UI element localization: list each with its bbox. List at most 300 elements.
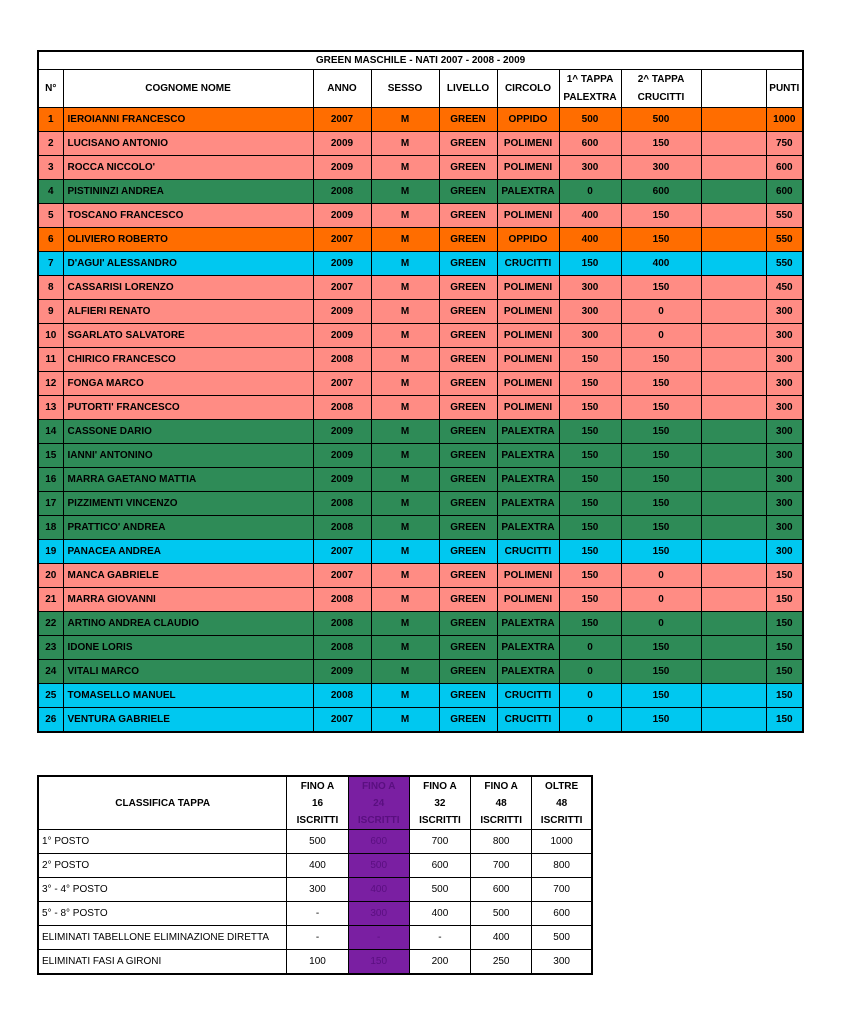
header-tappa2-line1: 2^ TAPPA [637,73,685,85]
cell-n: 25 [38,684,63,708]
cell-t1: 0 [559,636,621,660]
cell-livello: GREEN [439,300,497,324]
scoring-value: 500 [532,926,592,950]
cell-livello: GREEN [439,540,497,564]
cell-blank [701,396,766,420]
cell-name: CASSONE DARIO [63,420,313,444]
cell-anno: 2007 [313,228,371,252]
cell-name: ROCCA NICCOLO' [63,156,313,180]
cell-sesso: M [371,396,439,420]
cell-livello: GREEN [439,684,497,708]
cell-livello: GREEN [439,516,497,540]
cell-t2: 150 [621,348,701,372]
cell-circolo: PALEXTRA [497,660,559,684]
cell-t1: 300 [559,156,621,180]
cell-n: 4 [38,180,63,204]
cell-name: D'AGUI' ALESSANDRO [63,252,313,276]
cell-circolo: CRUCITTI [497,708,559,733]
cell-anno: 2008 [313,348,371,372]
cell-blank [701,228,766,252]
table-row [38,204,803,228]
cell-name: CHIRICO FRANCESCO [63,348,313,372]
cell-circolo: PALEXTRA [497,612,559,636]
cell-name: ARTINO ANDREA CLAUDIO [63,612,313,636]
cell-name: PUTORTI' FRANCESCO [63,396,313,420]
table-row [38,468,803,492]
cell-n: 9 [38,300,63,324]
scoring-row-label: ELIMINATI TABELLONE ELIMINAZIONE DIRETTA [38,926,287,950]
cell-blank [701,348,766,372]
cell-name: PIZZIMENTI VINCENZO [63,492,313,516]
cell-n: 5 [38,204,63,228]
cell-name: VITALI MARCO [63,660,313,684]
cell-t2: 150 [621,540,701,564]
cell-anno: 2009 [313,204,371,228]
cell-livello: GREEN [439,204,497,228]
cell-livello: GREEN [439,468,497,492]
scoring-col-header-line: 48 [495,797,507,809]
cell-sesso: M [371,660,439,684]
header-blank [701,70,766,108]
cell-t1: 150 [559,396,621,420]
cell-t2: 150 [621,636,701,660]
scoring-col-header-line: ISCRITTI [540,814,583,826]
cell-t2: 150 [621,492,701,516]
header-sesso: SESSO [371,70,439,108]
cell-t2: 0 [621,324,701,348]
cell-t2: 150 [621,420,701,444]
cell-punti: 150 [766,636,803,660]
cell-name: VENTURA GABRIELE [63,708,313,733]
cell-blank [701,516,766,540]
scoring-col-header [409,776,470,830]
cell-t1: 0 [559,180,621,204]
table-row [38,300,803,324]
cell-sesso: M [371,492,439,516]
table-row [38,636,803,660]
cell-punti: 300 [766,444,803,468]
header-tappa1-line1: 1^ TAPPA [566,73,614,85]
scoring-col-header-line: FINO A [423,780,457,792]
header-livello: LIVELLO [439,70,497,108]
cell-name: FONGA MARCO [63,372,313,396]
cell-anno: 2009 [313,324,371,348]
cell-t2: 150 [621,660,701,684]
cell-blank [701,324,766,348]
scoring-value: 600 [471,878,532,902]
scoring-header-row [38,776,592,830]
cell-anno: 2009 [313,132,371,156]
scoring-value: 800 [532,854,592,878]
cell-t2: 150 [621,132,701,156]
cell-circolo: POLIMENI [497,132,559,156]
cell-circolo: CRUCITTI [497,252,559,276]
cell-n: 16 [38,468,63,492]
scoring-value: 400 [287,854,348,878]
scoring-title: CLASSIFICA TAPPA [38,776,287,830]
cell-livello: GREEN [439,348,497,372]
cell-blank [701,204,766,228]
table-row [38,564,803,588]
scoring-value: 600 [409,854,470,878]
cell-name: CASSARISI LORENZO [63,276,313,300]
cell-punti: 1000 [766,108,803,132]
cell-anno: 2007 [313,708,371,733]
scoring-value: 500 [287,830,348,854]
cell-circolo: PALEXTRA [497,444,559,468]
cell-livello: GREEN [439,132,497,156]
ranking-header-row [38,70,803,108]
scoring-value: 600 [348,830,409,854]
cell-t1: 150 [559,420,621,444]
cell-anno: 2008 [313,684,371,708]
header-circolo: CIRCOLO [497,70,559,108]
cell-punti: 150 [766,684,803,708]
cell-blank [701,492,766,516]
scoring-value: 500 [409,878,470,902]
cell-circolo: PALEXTRA [497,180,559,204]
header-tappa2-line2: CRUCITTI [637,91,685,103]
cell-blank [701,468,766,492]
cell-circolo: PALEXTRA [497,420,559,444]
scoring-value: 400 [471,926,532,950]
scoring-col-header-line: 16 [311,797,324,809]
cell-n: 6 [38,228,63,252]
cell-livello: GREEN [439,420,497,444]
cell-blank [701,372,766,396]
cell-n: 20 [38,564,63,588]
scoring-value: 800 [471,830,532,854]
cell-sesso: M [371,564,439,588]
cell-t1: 150 [559,372,621,396]
cell-t2: 150 [621,204,701,228]
cell-t1: 150 [559,348,621,372]
cell-punti: 300 [766,300,803,324]
cell-n: 8 [38,276,63,300]
scoring-value: 200 [409,950,470,975]
cell-name: SGARLATO SALVATORE [63,324,313,348]
cell-name: LUCISANO ANTONIO [63,132,313,156]
scoring-value: - [409,926,470,950]
cell-n: 17 [38,492,63,516]
table-row [38,444,803,468]
table-row [38,516,803,540]
cell-t2: 150 [621,468,701,492]
cell-livello: GREEN [439,252,497,276]
scoring-table [37,775,593,975]
cell-t2: 150 [621,396,701,420]
cell-livello: GREEN [439,636,497,660]
cell-punti: 150 [766,588,803,612]
cell-n: 1 [38,108,63,132]
cell-livello: GREEN [439,372,497,396]
cell-name: IDONE LORIS [63,636,313,660]
scoring-row [38,926,592,950]
scoring-col-header-line: ISCRITTI [419,814,461,826]
cell-t1: 400 [559,204,621,228]
cell-t1: 150 [559,516,621,540]
scoring-value: - [287,902,348,926]
cell-t1: 300 [559,324,621,348]
header-anno: ANNO [313,70,371,108]
cell-circolo: POLIMENI [497,564,559,588]
cell-circolo: PALEXTRA [497,468,559,492]
cell-punti: 300 [766,540,803,564]
cell-anno: 2008 [313,612,371,636]
cell-anno: 2009 [313,444,371,468]
cell-livello: GREEN [439,708,497,733]
cell-circolo: POLIMENI [497,348,559,372]
cell-punti: 600 [766,156,803,180]
cell-sesso: M [371,156,439,180]
cell-sesso: M [371,108,439,132]
cell-t1: 300 [559,300,621,324]
cell-n: 10 [38,324,63,348]
cell-t2: 150 [621,228,701,252]
scoring-row [38,830,592,854]
scoring-col-header-line: FINO A [361,780,396,792]
header-tappa1-line2: PALEXTRA [563,91,617,103]
scoring-col-header-line: OLTRE [545,780,579,792]
cell-anno: 2009 [313,660,371,684]
cell-blank [701,708,766,733]
cell-circolo: POLIMENI [497,324,559,348]
scoring-row-label: 1° POSTO [38,830,287,854]
cell-n: 3 [38,156,63,180]
scoring-col-header [471,776,532,830]
cell-punti: 150 [766,708,803,733]
scoring-value: 500 [471,902,532,926]
cell-punti: 300 [766,468,803,492]
cell-circolo: PALEXTRA [497,636,559,660]
header-n: N° [38,70,63,108]
cell-livello: GREEN [439,180,497,204]
cell-punti: 150 [766,660,803,684]
cell-sesso: M [371,252,439,276]
scoring-row-label: ELIMINATI FASI A GIRONI [38,950,287,975]
cell-punti: 150 [766,612,803,636]
cell-blank [701,132,766,156]
cell-sesso: M [371,276,439,300]
scoring-value: 400 [409,902,470,926]
cell-blank [701,300,766,324]
cell-blank [701,252,766,276]
cell-t2: 0 [621,612,701,636]
scoring-col-header-line: FINO A [300,780,335,792]
cell-sesso: M [371,228,439,252]
scoring-col-header-line: 48 [556,797,568,809]
cell-circolo: OPPIDO [497,228,559,252]
cell-anno: 2009 [313,420,371,444]
cell-t1: 0 [559,708,621,733]
table-row [38,180,803,204]
cell-name: MARRA GAETANO MATTIA [63,468,313,492]
cell-t1: 0 [559,660,621,684]
cell-livello: GREEN [439,108,497,132]
cell-livello: GREEN [439,588,497,612]
scoring-row [38,950,592,975]
cell-blank [701,276,766,300]
cell-circolo: POLIMENI [497,396,559,420]
cell-sesso: M [371,324,439,348]
cell-anno: 2009 [313,156,371,180]
cell-anno: 2007 [313,564,371,588]
scoring-row [38,902,592,926]
cell-circolo: POLIMENI [497,300,559,324]
cell-sesso: M [371,588,439,612]
cell-punti: 750 [766,132,803,156]
cell-n: 2 [38,132,63,156]
cell-blank [701,612,766,636]
cell-name: TOSCANO FRANCESCO [63,204,313,228]
cell-anno: 2008 [313,396,371,420]
cell-t1: 600 [559,132,621,156]
cell-t1: 150 [559,612,621,636]
table-row [38,708,803,733]
cell-punti: 300 [766,372,803,396]
cell-anno: 2009 [313,300,371,324]
cell-name: TOMASELLO MANUEL [63,684,313,708]
cell-punti: 550 [766,228,803,252]
scoring-col-header-line: 32 [434,797,446,809]
cell-anno: 2009 [313,252,371,276]
cell-t2: 150 [621,708,701,733]
cell-livello: GREEN [439,228,497,252]
table-row [38,324,803,348]
cell-t2: 0 [621,588,701,612]
cell-n: 21 [38,588,63,612]
cell-t1: 0 [559,684,621,708]
scoring-value: 500 [348,854,409,878]
scoring-col-header-line: FINO A [484,780,518,792]
cell-n: 13 [38,396,63,420]
cell-circolo: CRUCITTI [497,540,559,564]
cell-sesso: M [371,420,439,444]
cell-t2: 600 [621,180,701,204]
cell-name: OLIVIERO ROBERTO [63,228,313,252]
scoring-value: 300 [532,950,592,975]
scoring-value: 300 [348,902,409,926]
cell-circolo: OPPIDO [497,108,559,132]
scoring-col-header [287,776,348,830]
cell-t2: 500 [621,108,701,132]
cell-punti: 300 [766,396,803,420]
cell-anno: 2009 [313,468,371,492]
cell-n: 11 [38,348,63,372]
cell-t2: 0 [621,300,701,324]
scoring-col-header-line: 24 [373,797,385,809]
header-tappa2 [621,70,701,108]
cell-blank [701,588,766,612]
scoring-value: - [348,926,409,950]
cell-blank [701,660,766,684]
cell-t2: 150 [621,276,701,300]
cell-t1: 400 [559,228,621,252]
scoring-value: - [287,926,348,950]
ranking-title-row [38,51,803,70]
cell-name: MARRA GIOVANNI [63,588,313,612]
cell-livello: GREEN [439,396,497,420]
cell-sesso: M [371,180,439,204]
table-row [38,276,803,300]
table-row [38,684,803,708]
ranking-table [37,50,804,733]
cell-punti: 300 [766,420,803,444]
table-row [38,372,803,396]
cell-anno: 2007 [313,372,371,396]
cell-livello: GREEN [439,660,497,684]
cell-blank [701,564,766,588]
cell-anno: 2008 [313,636,371,660]
cell-name: MANCA GABRIELE [63,564,313,588]
cell-punti: 300 [766,348,803,372]
cell-livello: GREEN [439,324,497,348]
cell-blank [701,684,766,708]
cell-name: PRATTICO' ANDREA [63,516,313,540]
cell-blank [701,156,766,180]
cell-punti: 150 [766,564,803,588]
cell-n: 22 [38,612,63,636]
cell-anno: 2008 [313,180,371,204]
table-row [38,540,803,564]
cell-name: IEROIANNI FRANCESCO [63,108,313,132]
header-tappa1 [559,70,621,108]
cell-punti: 550 [766,252,803,276]
table-row [38,612,803,636]
cell-livello: GREEN [439,156,497,180]
cell-sesso: M [371,468,439,492]
scoring-value: 600 [532,902,592,926]
cell-punti: 450 [766,276,803,300]
scoring-value: 700 [471,854,532,878]
scoring-value: 400 [348,878,409,902]
scoring-row-label: 2° POSTO [38,854,287,878]
cell-blank [701,444,766,468]
cell-blank [701,420,766,444]
cell-circolo: CRUCITTI [497,684,559,708]
cell-circolo: POLIMENI [497,588,559,612]
cell-t2: 400 [621,252,701,276]
cell-n: 24 [38,660,63,684]
cell-anno: 2007 [313,540,371,564]
scoring-row-label: 5° - 8° POSTO [38,902,287,926]
scoring-col-header-line: ISCRITTI [480,814,522,826]
cell-anno: 2008 [313,492,371,516]
table-row [38,492,803,516]
cell-circolo: POLIMENI [497,372,559,396]
cell-t1: 150 [559,564,621,588]
cell-t2: 150 [621,372,701,396]
cell-sesso: M [371,684,439,708]
scoring-value: 1000 [532,830,592,854]
cell-blank [701,636,766,660]
scoring-value: 300 [287,878,348,902]
header-name: COGNOME NOME [63,70,313,108]
header-punti: PUNTI [766,70,803,108]
cell-n: 12 [38,372,63,396]
cell-sesso: M [371,708,439,733]
cell-n: 18 [38,516,63,540]
cell-t2: 150 [621,684,701,708]
cell-n: 15 [38,444,63,468]
cell-n: 26 [38,708,63,733]
cell-name: PANACEA ANDREA [63,540,313,564]
cell-sesso: M [371,540,439,564]
cell-name: ALFIERI RENATO [63,300,313,324]
cell-t1: 150 [559,468,621,492]
cell-circolo: PALEXTRA [497,516,559,540]
scoring-col-header [532,776,592,830]
